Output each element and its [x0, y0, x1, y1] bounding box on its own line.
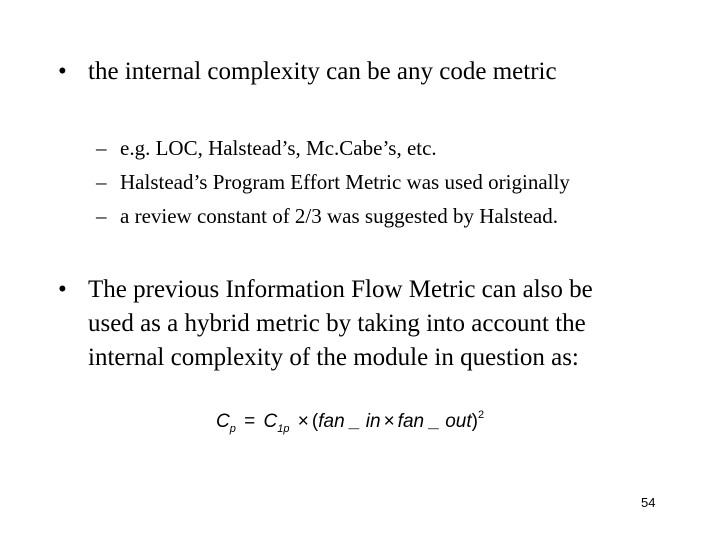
- bullet-text: internal complexity of the module in question as:: [88, 344, 579, 371]
- formula-exponent: 2: [477, 409, 485, 421]
- bullet-text: the internal complexity can be any code metric: [88, 58, 557, 85]
- formula-lhs: C: [216, 411, 230, 432]
- bullet-text: The previous Information Flow Metric can also be: [88, 276, 593, 303]
- formula-fan-out: fan _ out: [397, 411, 472, 432]
- formula-close-paren: ): [471, 411, 478, 432]
- hybrid-metric-formula: [216, 402, 484, 442]
- bullet-marker: •: [58, 58, 67, 85]
- page-number: 54: [641, 495, 656, 510]
- bullet-marker: •: [58, 276, 67, 303]
- formula-coefficient: C: [263, 411, 278, 432]
- bullet-text: used as a hybrid metric by taking into account the: [88, 310, 586, 337]
- formula-times: ×: [383, 411, 395, 432]
- formula-open-paren: (: [311, 411, 319, 432]
- sub-bullet-marker: –: [96, 170, 107, 194]
- sub-bullet-marker: –: [96, 204, 107, 228]
- sub-bullet-text: e.g. LOC, Halstead’s, Mc.Cabe’s, etc.: [120, 136, 437, 160]
- formula-times: ×: [297, 411, 309, 432]
- formula-fan-in: fan _ in: [318, 411, 381, 432]
- formula-lhs-subscript: p: [229, 423, 236, 435]
- formula-coefficient-subscript: 1p: [277, 423, 290, 435]
- formula-equals: =: [244, 411, 256, 432]
- sub-bullet-marker: –: [96, 136, 107, 160]
- sub-bullet-text: a review constant of 2/3 was suggested by Halstead.: [120, 204, 558, 228]
- sub-bullet-text: Halstead’s Program Effort Metric was used originally: [120, 170, 570, 194]
